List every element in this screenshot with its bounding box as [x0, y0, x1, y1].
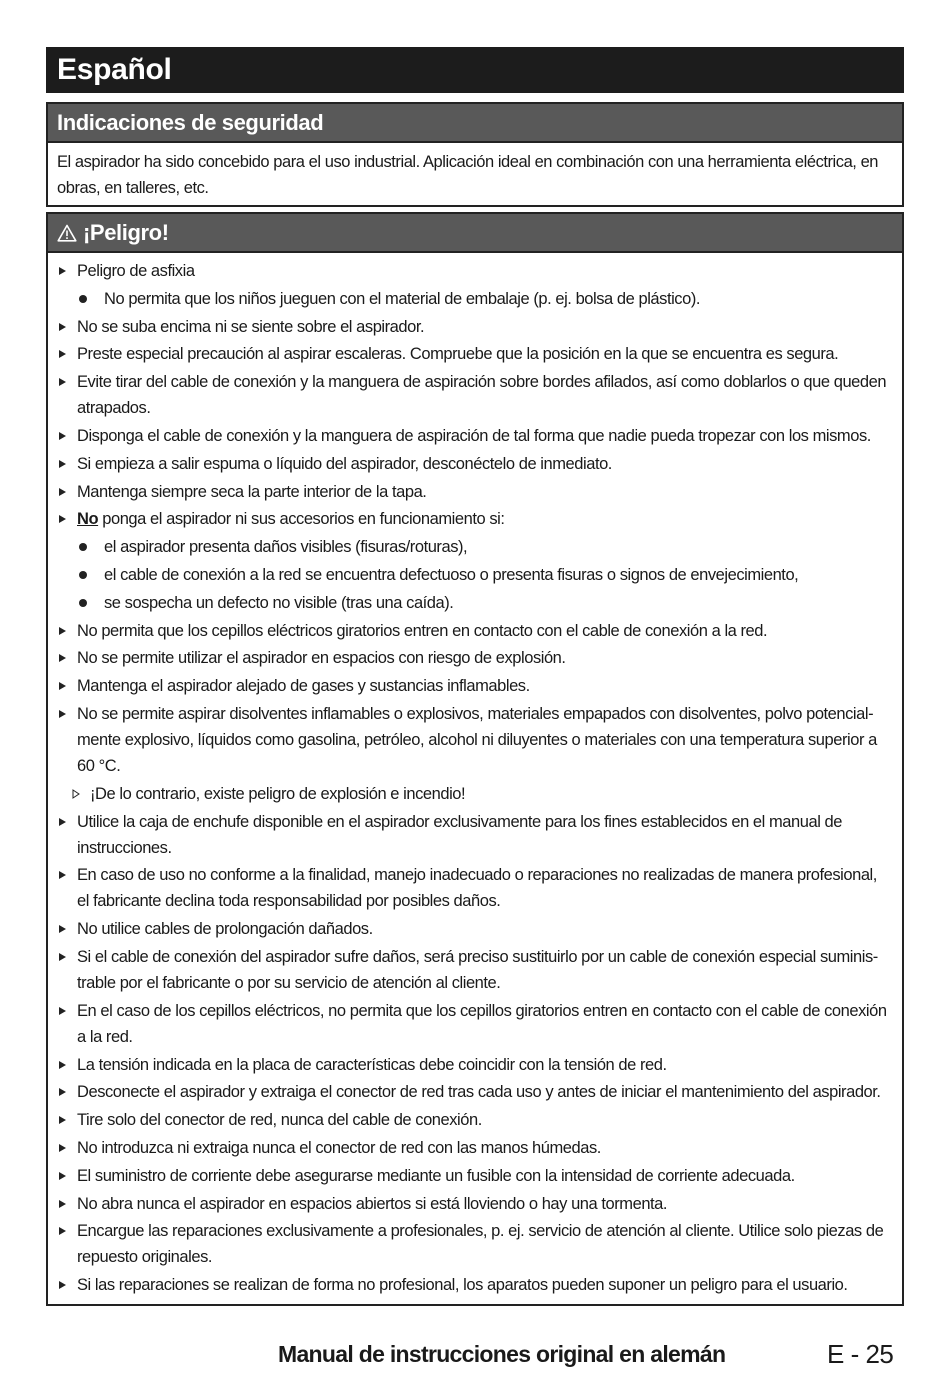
- list-item: [48, 258, 892, 284]
- list-item-text: En el caso de los cepillos eléctricos, no permita que los cepillos giratorios entren en contacto con el cable de conexión a la red.: [77, 1001, 887, 1046]
- list-item-text: Peligro de asfixia: [77, 262, 195, 280]
- list-item-text: Si las reparaciones se realizan de forma no profesional, los aparatos pueden suponer un peligro para el usuario.: [77, 1276, 848, 1295]
- list-item-text: No permita que los cepillos eléctricos giratorios entren en contacto con el cable de conexión a la red.: [77, 621, 768, 640]
- sub-list-item: [48, 562, 892, 588]
- list-item: [48, 1135, 892, 1161]
- list-item: [48, 998, 892, 1050]
- list-item: [48, 369, 892, 421]
- list-item-text: La tensión indicada en la placa de características debe coincidir con la tensión de red.: [77, 1055, 667, 1074]
- sub-list-item: [48, 286, 892, 312]
- list-item: [48, 645, 892, 671]
- list-item: [48, 1107, 892, 1133]
- list-item-text: No introduzca ni extraiga nunca el conector de red con las manos húmedas.: [77, 1138, 601, 1157]
- list-item-text: No utilice cables de prolongación dañados.: [77, 920, 373, 939]
- page-number: E - 25: [827, 1339, 894, 1369]
- result-item: [48, 781, 892, 807]
- bullet-triangle-icon: [59, 1052, 66, 1078]
- bullet-triangle-icon: [59, 1191, 66, 1217]
- list-item-text: Preste especial precaución al aspirar escaleras. Compruebe que la posición en la que se encuentra es segura.: [77, 345, 839, 364]
- list-item: [48, 944, 892, 996]
- bullet-triangle-icon: [59, 998, 66, 1024]
- danger-list: [48, 253, 902, 1304]
- bullet-triangle-icon: [59, 258, 66, 284]
- list-item: [48, 916, 892, 942]
- list-item: [48, 1218, 892, 1270]
- list-item-text: el aspirador presenta daños visibles (fisuras/roturas),: [104, 538, 468, 557]
- bullet-triangle-icon: [59, 423, 66, 449]
- list-item-text: se sospecha un defecto no visible (tras una caída).: [104, 593, 454, 612]
- bullet-triangle-icon: [59, 645, 66, 671]
- language-title: Español: [46, 47, 904, 93]
- danger-section: [46, 212, 904, 1306]
- bullet-triangle-icon: [59, 862, 66, 888]
- bullet-triangle-icon: [59, 916, 66, 942]
- bullet-triangle-icon: [59, 1079, 66, 1105]
- bullet-triangle-icon: [59, 369, 66, 395]
- bullet-triangle-icon: [59, 1163, 66, 1189]
- list-item-text: No se permite aspirar disolventes inflamables o explosivos, materiales empapados con disolventes, polvo potencial-mente explosivo, líquidos como gasolina, petróleo, alcohol ni diluyentes o materiales con una temperatura superior a 60 °C.: [77, 704, 877, 775]
- bullet-dot-icon: [79, 534, 87, 560]
- list-item: [48, 423, 892, 449]
- danger-section-header: [48, 214, 902, 253]
- safety-intro-text: El aspirador ha sido concebido para el uso industrial. Aplicación ideal en combinación con una herramienta eléctrica, en obras, en talleres, etc.: [57, 153, 879, 197]
- list-item-text: No se permite utilizar el aspirador en espacios con riesgo de explosión.: [77, 649, 566, 668]
- list-item-text: Si empieza a salir espuma o líquido del aspirador, desconéctelo de inmediato.: [77, 454, 612, 473]
- list-item-text: Tire solo del conector de red, nunca del cable de conexión.: [77, 1111, 482, 1130]
- list-item: [48, 479, 892, 505]
- danger-section-title: ¡Peligro!: [83, 220, 169, 245]
- bullet-dot-icon: [79, 590, 87, 616]
- list-item-text: el cable de conexión a la red se encuentra defectuoso o presenta fisuras o signos de envejecimiento,: [104, 565, 799, 584]
- bullet-triangle-icon: [59, 341, 66, 367]
- bullet-triangle-icon: [59, 1218, 66, 1244]
- list-item: [48, 1052, 892, 1078]
- bullet-triangle-icon: [59, 1135, 66, 1161]
- bullet-triangle-icon: [59, 451, 66, 477]
- bullet-triangle-icon: [59, 701, 66, 727]
- list-item-text: El suministro de corriente debe asegurarse mediante un fusible con la intensidad de corriente adecuada.: [77, 1166, 795, 1185]
- list-item: [48, 618, 892, 644]
- list-item-text: No permita que los niños jueguen con el material de embalaje (p. ej. bolsa de plástico).: [104, 289, 701, 308]
- list-item-text: Encargue las reparaciones exclusivamente a profesionales, p. ej. servicio de atención al cliente. Utilice solo piezas de repuesto originales.: [77, 1222, 884, 1267]
- list-item: [48, 314, 892, 340]
- list-item: [48, 1272, 892, 1298]
- safety-section: [46, 102, 904, 207]
- list-item-text: En caso de uso no conforme a la finalidad, manejo inadecuado o reparaciones no realizadas de manera profesional, el fabricante declina toda responsabilidad por posibles daños.: [77, 866, 877, 911]
- list-item: [48, 1079, 892, 1105]
- list-item-text: ¡De lo contrario, existe peligro de explosión e incendio!: [90, 784, 466, 803]
- warning-triangle-icon: [57, 224, 77, 242]
- list-item: [48, 701, 892, 779]
- list-item-text: Desconecte el aspirador y extraiga el conector de red tras cada uso y antes de iniciar el mantenimiento del aspirador.: [77, 1083, 881, 1102]
- list-item-text: Si el cable de conexión del aspirador sufre daños, será preciso sustituirlo por un cable de conexión especial suminis-trable por el fabricante o por su servicio de atención al cliente.: [77, 947, 878, 992]
- bullet-triangle-icon: [59, 506, 66, 532]
- bullet-triangle-icon: [59, 1107, 66, 1133]
- list-item-text: Evite tirar del cable de conexión y la manguera de aspiración sobre bordes afilados, así como doblarlos o que queden atrapados.: [77, 373, 887, 418]
- result-arrow-icon: [72, 781, 80, 807]
- list-item: [48, 506, 892, 532]
- list-item: [48, 1163, 892, 1189]
- sub-list-item: [48, 534, 892, 560]
- list-item: [48, 673, 892, 699]
- bullet-triangle-icon: [59, 618, 66, 644]
- list-item-text: Mantenga el aspirador alejado de gases y sustancias inflamables.: [77, 677, 530, 696]
- bullet-triangle-icon: [59, 944, 66, 970]
- bullet-triangle-icon: [59, 809, 66, 835]
- list-item-text: ponga el aspirador ni sus accesorios en funcionamiento si:: [98, 510, 505, 529]
- bullet-triangle-icon: [59, 1272, 66, 1298]
- bullet-dot-icon: [79, 286, 87, 312]
- list-item: [48, 862, 892, 914]
- list-item-text: No abra nunca el aspirador en espacios abiertos si está lloviendo o hay una tormenta.: [77, 1194, 668, 1213]
- list-item: [48, 1191, 892, 1217]
- list-item-text: No se suba encima ni se siente sobre el aspirador.: [77, 317, 425, 336]
- list-item-text: Disponga el cable de conexión y la manguera de aspiración de tal forma que nadie pueda tropezar con los mismos.: [77, 426, 871, 445]
- bullet-dot-icon: [79, 562, 87, 588]
- sub-list-item: [48, 590, 892, 616]
- list-item: [48, 451, 892, 477]
- bullet-triangle-icon: [59, 673, 66, 699]
- list-item-text: Utilice la caja de enchufe disponible en el aspirador exclusivamente para los fines establecidos en el manual de instrucciones.: [77, 812, 843, 857]
- list-item-text: Mantenga siempre seca la parte interior de la tapa.: [77, 482, 427, 501]
- bullet-triangle-icon: [59, 479, 66, 505]
- list-item: [48, 809, 892, 861]
- list-item: [48, 341, 892, 367]
- bullet-triangle-icon: [59, 314, 66, 340]
- footer-title: Manual de instrucciones original en alemán: [278, 1341, 726, 1367]
- safety-section-title: Indicaciones de seguridad: [48, 104, 902, 143]
- emphasis-text: No: [77, 510, 99, 529]
